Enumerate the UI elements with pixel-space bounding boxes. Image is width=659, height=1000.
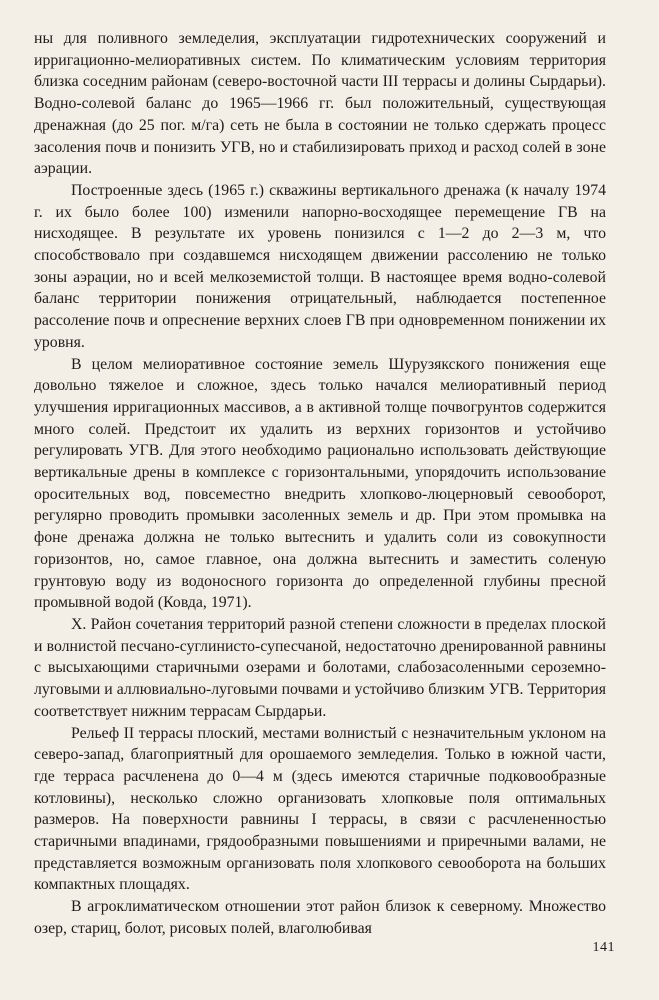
body-text — [34, 28, 606, 940]
paragraph-6: В агроклиматическом отношении этот район близок к северному. Множество озер, стариц, болот, рисовых полей, влаголюбивая — [34, 898, 606, 937]
paragraph-1: ны для поливного земледелия, эксплуатации гидротехнических сооружений и ирригационно-мелиоративных систем. По климатическим условиям территория близка соседним районам (северо-восточной части III террасы и долины Сырдарьи). Водно-солевой баланс до 1965—1966 гг. был положительный, существующая дренажная (до 25 пог. м/га) сеть не была в состоянии не только сдержать процесс засоления почв и понизить УГВ, но и стабилизировать приход и расход солей в зоне аэрации. — [34, 30, 606, 178]
paragraph-5: Рельеф II террасы плоский, местами волнистый с незначительным уклоном на северо-запад, благоприятный для орошаемого земледелия. Только в южной части, где терраса расчленена до 0—4 м (здесь имеются старичные подковообразные котловины), несколько сложно организовать хлопковые поля оптимальных размеров. На поверхности равнины I террасы, в связи с расчлененностью старичными впадинами, грядообразными повышениями и приречными валами, не представляется возможным организовать поля хлопкового севооборота на больших компактных площадях. — [34, 724, 606, 894]
page-number: 141 — [592, 940, 615, 955]
paragraph-3: В целом мелиоративное состояние земель Шурузякского понижения еще довольно тяжелое и сложное, здесь только начался мелиоративный период улучшения ирригационных массивов, а в активной толще почвогрунтов содержится много солей. Предстоит их удалить из верхних горизонтов и устойчиво регулировать УГВ. Для этого необходимо рационально использовать действующие вертикальные дрены в комплексе с горизонтальными, упорядочить использование оросительных вод, повсеместно внедрить хлопково-люцерновый севооборот, регулярно проводить промывки засоленных земель и др. При этом промывка на фоне дренажа должна не только вытеснить и удалить соли из совокупности горизонтов, но, самое главное, она должна вытеснить и заместить соленую грунтовую воду из водоносного горизонта до определенной глубины пресной промывной водой (Ковда, 1971). — [34, 355, 606, 612]
paragraph-2: Построенные здесь (1965 г.) скважины вертикального дренажа (к началу 1974 г. их было более 100) изменили напорно-восходящее перемещение ГВ на нисходящее. В результате их уровень понизился с 1—2 до 2—3 м, что способствовало при создавшемся нисходящем движении рассолению не только зоны аэрации, но и всей мелкоземистой толщи. В настоящее время водно-солевой баланс территории понижения отрицательный, наблюдается постепенное рассоление почв и опреснение верхних слоев ГВ при одновременном понижении их уровня. — [34, 181, 606, 351]
paragraph-4: X. Район сочетания территорий разной степени сложности в пределах плоской и волнистой песчано-суглинисто-супесчаной, недостаточно дренированной равнины с высыхающими старичными озерами и болотами, слабозасоленными сероземно-луговыми и аллювиально-луговыми почвами и устойчиво близким УГВ. Территория соответствует нижним террасам Сырдарьи. — [34, 615, 606, 720]
